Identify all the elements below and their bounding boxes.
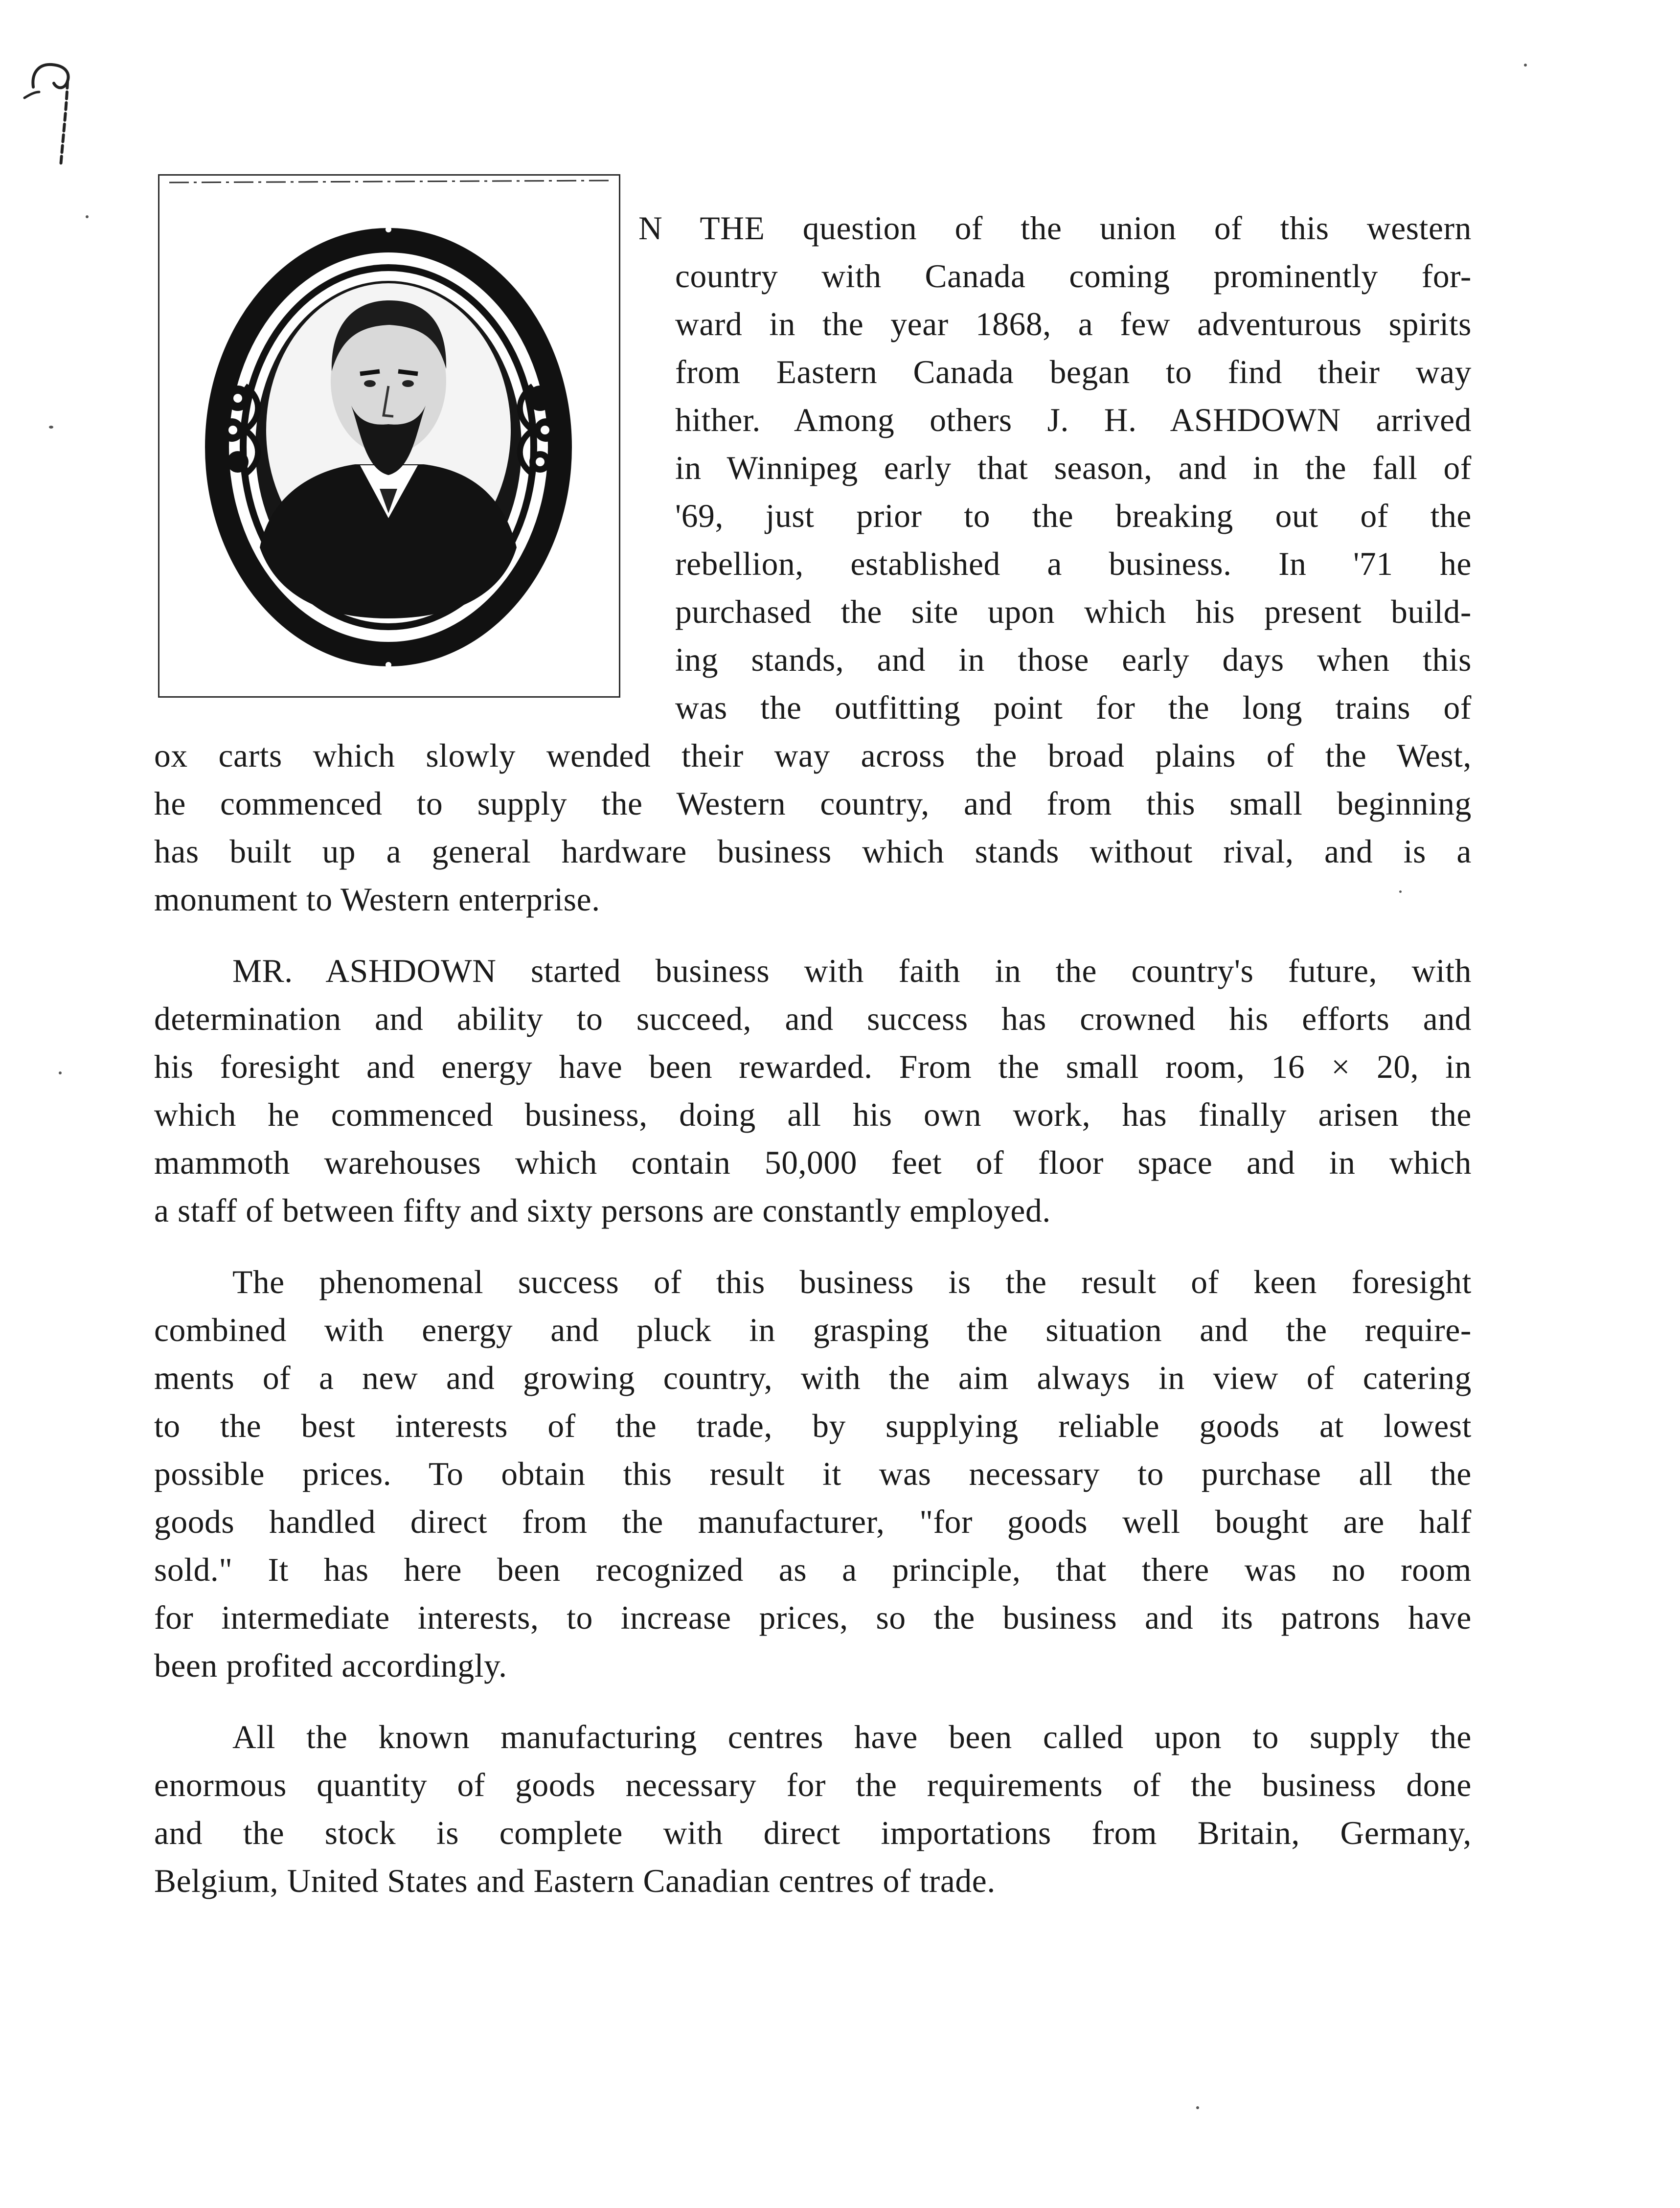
paragraph-3-line: ments of a new and growing country, with the aim always in view of catering: [154, 1360, 1472, 1396]
paragraph-2-line: which he commenced business, doing all his own work, has finally arisen the: [154, 1096, 1472, 1133]
scan-speck: [59, 1071, 62, 1074]
paragraph-4-line: enormous quantity of goods necessary for the requirements of the business done: [154, 1767, 1472, 1803]
opening-line: monument to Western enterprise.: [154, 881, 600, 918]
opening-line: he commenced to supply the Western country, and from this small beginning: [154, 785, 1472, 822]
opening-line: ward in the year 1868, a few adventurous spirits: [675, 306, 1472, 342]
scan-speck: [1196, 2106, 1199, 2109]
handwritten-page-number: [20, 53, 73, 170]
paragraph-3-line: combined with energy and pluck in grasping the situation and the require-: [154, 1312, 1472, 1348]
paragraph-spacer: [154, 1690, 1472, 1713]
paragraph-2-line: mammoth warehouses which contain 50,000 feet of floor space and in which: [154, 1144, 1472, 1181]
paragraph-4-line: All the known manufacturing centres have been called upon to supply the: [232, 1719, 1472, 1755]
opening-line: purchased the site upon which his present build-: [675, 593, 1472, 630]
opening-line: in Winnipeg early that season, and in the fall of: [675, 450, 1472, 486]
paragraph-4-line: and the stock is complete with direct importations from Britain, Germany,: [154, 1815, 1472, 1851]
paragraph-3-line: sold." It has here been recognized as a principle, that there was no room: [154, 1551, 1472, 1588]
scan-speck: [1399, 890, 1402, 893]
paragraph-3-line: The phenomenal success of this business is the result of keen foresight: [232, 1264, 1472, 1300]
scan-speck: [1524, 64, 1527, 67]
scan-speck: [49, 426, 53, 429]
paragraph-3-line: for intermediate interests, to increase prices, so the business and its patrons have: [154, 1599, 1472, 1636]
paragraph-2-line: his foresight and energy have been rewarded. From the small room, 16 × 20, in: [154, 1048, 1472, 1085]
opening-line: country with Canada coming prominently for-: [675, 258, 1472, 295]
opening-line: has built up a general hardware business which stands without rival, and is a: [154, 833, 1472, 870]
scan-speck: [86, 215, 89, 218]
opening-line: from Eastern Canada began to find their way: [675, 354, 1472, 390]
paragraph-3-line: goods handled direct from the manufacturer, "for goods well bought are half: [154, 1503, 1472, 1540]
paragraph-spacer: [154, 924, 1472, 947]
paragraph-4-line: Belgium, United States and Eastern Canadian centres of trade.: [154, 1863, 996, 1899]
paragraph-2-line: determination and ability to succeed, and success has crowned his efforts and: [154, 1001, 1472, 1037]
opening-line: N THE question of the union of this western: [638, 210, 1472, 247]
opening-line: was the outfitting point for the long trains of: [675, 689, 1472, 726]
opening-line: ox carts which slowly wended their way across the broad plains of the West,: [154, 737, 1472, 774]
paragraph-2-line: a staff of between fifty and sixty persons are constantly employed.: [154, 1192, 1051, 1229]
opening-line: hither. Among others J. H. ASHDOWN arrived: [675, 402, 1472, 438]
paragraph-3-line: possible prices. To obtain this result it was necessary to purchase all the: [154, 1456, 1472, 1492]
paragraph-3-line: to the best interests of the trade, by supplying reliable goods at lowest: [154, 1408, 1472, 1444]
paragraph-spacer: [154, 1235, 1472, 1258]
opening-line: ing stands, and in those early days when this: [675, 641, 1472, 678]
paragraph-2-line: MR. ASHDOWN started business with faith in the country's future, with: [232, 953, 1472, 989]
opening-line: rebellion, established a business. In '71 he: [675, 546, 1472, 582]
paragraph-3-line: been profited accordingly.: [154, 1647, 507, 1684]
article-body: [154, 205, 1472, 1905]
opening-line: '69, just prior to the breaking out of the: [675, 498, 1472, 534]
